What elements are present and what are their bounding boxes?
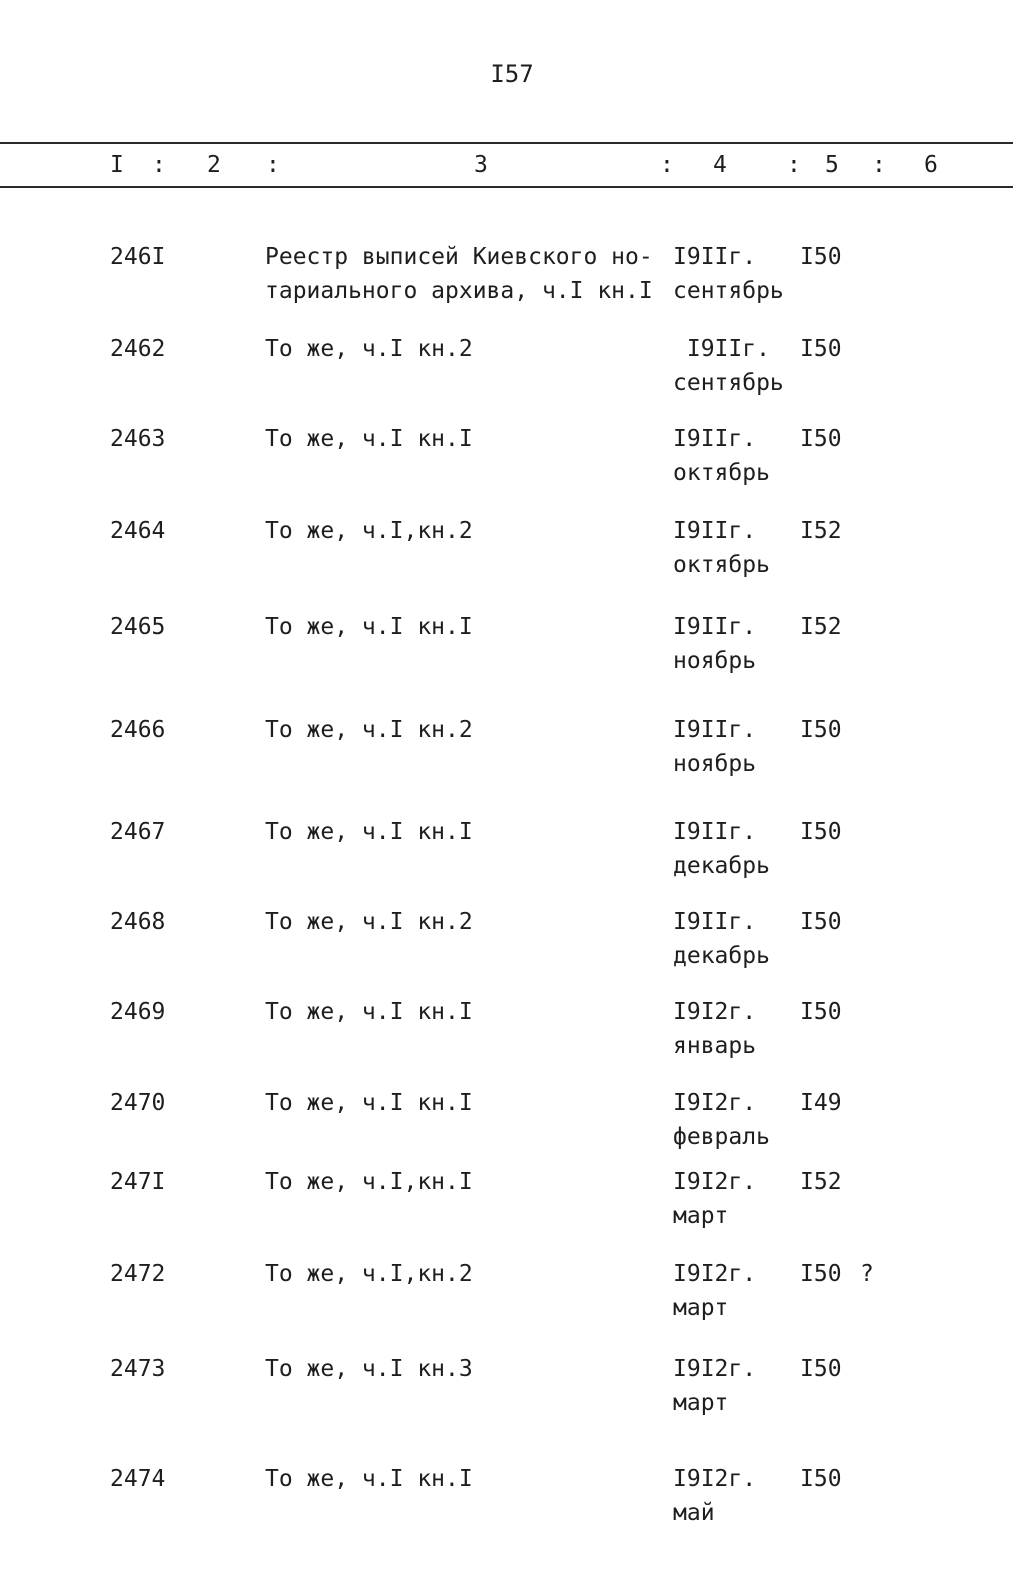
record-sheets: I50 bbox=[800, 1466, 842, 1492]
record-number: 2468 bbox=[110, 909, 166, 935]
record-number: 2472 bbox=[110, 1261, 166, 1287]
column-header-separator: : bbox=[152, 152, 166, 178]
date-year: I9IIг. bbox=[673, 909, 757, 935]
page-number: I57 bbox=[490, 60, 534, 88]
record-number: 2466 bbox=[110, 717, 166, 743]
record-sheets: I49 bbox=[800, 1090, 842, 1116]
record-sheets: I50 bbox=[800, 909, 842, 935]
record-number: 2464 bbox=[110, 518, 166, 544]
record-number: 2469 bbox=[110, 999, 166, 1025]
description-line: То же, ч.I кн.2 bbox=[265, 909, 473, 935]
date-month: март bbox=[673, 1203, 729, 1229]
record-description bbox=[265, 240, 653, 308]
description-line: То же, ч.I,кн.I bbox=[265, 1169, 473, 1195]
date-year: I9IIг. bbox=[673, 819, 757, 845]
header-rule-bottom bbox=[0, 186, 1013, 188]
column-header-1: I bbox=[110, 152, 124, 178]
record-number: 2462 bbox=[110, 336, 166, 362]
record-date bbox=[673, 1165, 756, 1233]
record-description bbox=[265, 1165, 473, 1199]
record-sheets: I50 bbox=[800, 819, 842, 845]
column-header-separator: : bbox=[787, 152, 801, 178]
column-header-4: 4 bbox=[713, 152, 727, 178]
date-month: февраль bbox=[673, 1124, 770, 1150]
date-month: октябрь bbox=[673, 552, 770, 578]
record-sheets: I50 bbox=[800, 336, 842, 362]
column-header-separator: : bbox=[660, 152, 674, 178]
record-date bbox=[673, 815, 770, 883]
record-number: 246I bbox=[110, 244, 166, 270]
date-year: I9I2г. bbox=[673, 1356, 757, 1382]
record-date bbox=[673, 610, 756, 678]
description-line: То же, ч.I кн.I bbox=[265, 819, 473, 845]
record-number: 247I bbox=[110, 1169, 166, 1195]
description-line: То же, ч.I кн.3 bbox=[265, 1356, 473, 1382]
record-sheets: I50 bbox=[800, 717, 842, 743]
date-month: март bbox=[673, 1390, 729, 1416]
record-date bbox=[673, 1257, 756, 1325]
description-line: То же, ч.I кн.I bbox=[265, 614, 473, 640]
record-sheets: I52 bbox=[800, 518, 842, 544]
record-number: 2470 bbox=[110, 1090, 166, 1116]
date-month: сентябрь bbox=[673, 278, 784, 304]
description-line: Реестр выписей Киевского но- bbox=[265, 244, 653, 270]
date-year: I9I2г. bbox=[673, 1090, 757, 1116]
column-header-2: 2 bbox=[207, 152, 221, 178]
record-description bbox=[265, 1352, 473, 1386]
record-description bbox=[265, 995, 473, 1029]
record-description bbox=[265, 1462, 473, 1496]
description-line: То же, ч.I кн.I bbox=[265, 1090, 473, 1116]
date-year: I9IIг. bbox=[673, 244, 757, 270]
date-year: I9I2г. bbox=[673, 999, 757, 1025]
record-description bbox=[265, 1257, 473, 1291]
date-month: сентябрь bbox=[673, 370, 784, 396]
date-year: I9IIг. bbox=[673, 426, 757, 452]
record-date bbox=[673, 422, 770, 490]
date-year: I9I2г. bbox=[673, 1261, 757, 1287]
record-description bbox=[265, 815, 473, 849]
record-description bbox=[265, 514, 473, 548]
column-header-separator: : bbox=[872, 152, 886, 178]
record-description bbox=[265, 422, 473, 456]
date-month: декабрь bbox=[673, 853, 770, 879]
record-date bbox=[673, 1352, 756, 1420]
column-header-5: 5 bbox=[825, 152, 839, 178]
record-date bbox=[673, 514, 770, 582]
record-number: 2463 bbox=[110, 426, 166, 452]
date-month: май bbox=[673, 1500, 715, 1526]
description-line: То же, ч.I,кн.2 bbox=[265, 518, 473, 544]
record-sheets: I50 bbox=[800, 999, 842, 1025]
description-line: То же, ч.I кн.I bbox=[265, 426, 473, 452]
record-description bbox=[265, 332, 473, 366]
record-number: 2467 bbox=[110, 819, 166, 845]
record-description bbox=[265, 610, 473, 644]
date-year: I9I2г. bbox=[673, 1169, 757, 1195]
date-month: декабрь bbox=[673, 943, 770, 969]
date-year: I9IIг. bbox=[673, 518, 757, 544]
record-sheets: I52 bbox=[800, 614, 842, 640]
record-date bbox=[673, 995, 756, 1063]
record-number: 2465 bbox=[110, 614, 166, 640]
record-number: 2474 bbox=[110, 1466, 166, 1492]
record-description bbox=[265, 713, 473, 747]
description-line: тариального архива, ч.I кн.I bbox=[265, 278, 653, 304]
record-date bbox=[673, 1462, 756, 1530]
date-month: март bbox=[673, 1295, 729, 1321]
record-number: 2473 bbox=[110, 1356, 166, 1382]
record-sheets: I50 bbox=[800, 1261, 842, 1287]
record-date bbox=[673, 1086, 770, 1154]
date-year: I9IIг. bbox=[673, 336, 770, 362]
record-description bbox=[265, 905, 473, 939]
date-year: I9I2г. bbox=[673, 1466, 757, 1492]
header-rule-top bbox=[0, 142, 1013, 144]
column-header-3: 3 bbox=[474, 152, 488, 178]
record-description bbox=[265, 1086, 473, 1120]
description-line: То же, ч.I кн.I bbox=[265, 1466, 473, 1492]
description-line: То же, ч.I кн.I bbox=[265, 999, 473, 1025]
column-header-separator: : bbox=[266, 152, 280, 178]
description-line: То же, ч.I,кн.2 bbox=[265, 1261, 473, 1287]
description-line: То же, ч.I кн.2 bbox=[265, 336, 473, 362]
date-month: январь bbox=[673, 1033, 757, 1059]
date-month: октябрь bbox=[673, 460, 770, 486]
record-date bbox=[673, 332, 784, 400]
record-sheets: I52 bbox=[800, 1169, 842, 1195]
record-sheets: I50 bbox=[800, 1356, 842, 1382]
record-date bbox=[673, 713, 756, 781]
date-year: I9IIг. bbox=[673, 614, 757, 640]
date-month: ноябрь bbox=[673, 751, 757, 777]
record-sheets: I50 bbox=[800, 244, 842, 270]
record-date bbox=[673, 240, 784, 308]
record-note: ? bbox=[860, 1261, 874, 1287]
record-date bbox=[673, 905, 770, 973]
description-line: То же, ч.I кн.2 bbox=[265, 717, 473, 743]
date-month: ноябрь bbox=[673, 648, 757, 674]
date-year: I9IIг. bbox=[673, 717, 757, 743]
record-sheets: I50 bbox=[800, 426, 842, 452]
column-header-6: 6 bbox=[924, 152, 938, 178]
